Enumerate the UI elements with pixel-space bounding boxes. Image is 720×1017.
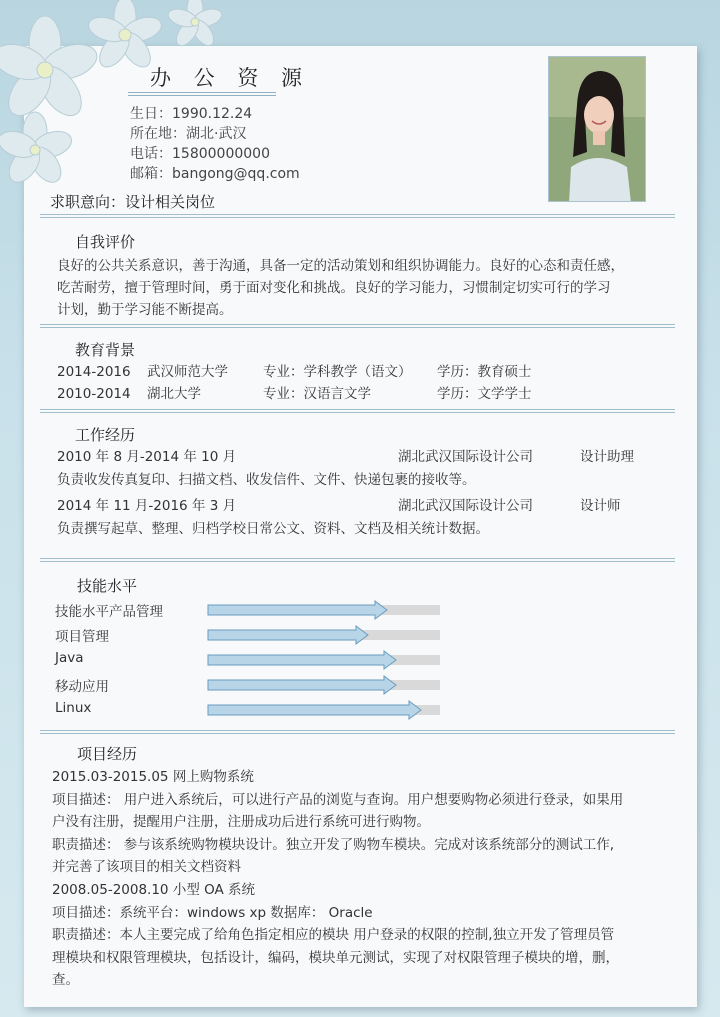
- skill-label: Linux: [55, 700, 92, 716]
- work-role: 设计师: [580, 498, 621, 514]
- skill-arrow-icon: [208, 676, 396, 694]
- project-line: 理模块和权限管理模块，包括设计，编码，模块单元测试，实现了对权限管理子模块的增，删，: [52, 949, 619, 966]
- self-eval-line: 良好的公共关系意识，善于沟通，具备一定的活动策划和组织协调能力。良好的心态和责任感，: [57, 258, 624, 274]
- email: 邮箱：bangong@qq.com: [130, 166, 300, 182]
- work-period: 2010 年 8 月-2014 年 10 月: [57, 449, 237, 465]
- skill-label: 移动应用: [55, 679, 109, 695]
- skill-arrow-icon: [208, 651, 396, 669]
- skill-label: 技能水平产品管理: [55, 604, 163, 620]
- birth-date: 生日：1990.12.24: [130, 106, 253, 122]
- location: 所在地：湖北·武汉: [130, 126, 247, 142]
- section-divider: [40, 324, 675, 328]
- skills-title: 技能水平: [77, 577, 138, 595]
- skill-level-bar: [208, 651, 440, 669]
- skill-arrow-icon: [208, 701, 421, 719]
- section-divider: [40, 409, 675, 413]
- skill-level-bar: [208, 701, 440, 719]
- skill-level-bar: [208, 676, 440, 694]
- project-line: 项目描述： 用户进入系统后，可以进行产品的浏览与查询。用户想要购物必须进行登录，如果用: [52, 791, 624, 808]
- projects-title: 项目经历: [77, 745, 138, 763]
- section-divider: [40, 558, 675, 562]
- edu-school: 武汉师范大学: [147, 364, 228, 380]
- edu-period: 2010-2014: [57, 386, 131, 402]
- edu-school: 湖北大学: [147, 386, 201, 402]
- section-divider: [40, 730, 675, 734]
- job-intent: 求职意向：设计相关岗位: [50, 193, 216, 211]
- edu-major: 专业：学科教学（语文）: [263, 364, 412, 380]
- skill-arrow-icon: [208, 626, 368, 644]
- education-title: 教育背景: [75, 341, 136, 359]
- project-line: 2008.05-2008.10 小型 OA 系统: [52, 882, 256, 898]
- skill-level-bar: [208, 601, 440, 619]
- project-line: 户没有注册，提醒用户注册，注册成功后进行系统可进行购物。: [52, 814, 430, 831]
- work-company: 湖北武汉国际设计公司: [398, 449, 533, 465]
- skill-arrow-icon: [208, 601, 387, 619]
- section-divider: [40, 214, 675, 218]
- project-line: 职责描述：本人主要完成了给角色指定相应的模块 用户登录的权限的控制,独立开发了管理员管: [52, 927, 615, 944]
- self-eval-line: 计划，勤于学习能不断提高。: [57, 302, 233, 318]
- skill-label: 项目管理: [55, 629, 109, 645]
- name-divider: [128, 92, 276, 96]
- skill-level-bar: [208, 626, 440, 644]
- project-line: 并完善了该项目的相关文档资料: [52, 859, 241, 876]
- project-line: 查。: [52, 972, 79, 989]
- work-desc: 负责撰写起草、整理、归档学校日常公文、资料、文档及相关统计数据。: [57, 521, 489, 537]
- work-role: 设计助理: [580, 449, 634, 465]
- edu-degree: 学历：文学学士: [437, 386, 532, 402]
- edu-major: 专业：汉语言文学: [263, 386, 371, 402]
- self-eval-title: 自我评价: [75, 233, 136, 251]
- project-line: 2015.03-2015.05 网上购物系统: [52, 769, 254, 785]
- resume-name: 办 公 资 源: [150, 66, 311, 90]
- edu-degree: 学历：教育硕士: [437, 364, 532, 380]
- work-period: 2014 年 11 月-2016 年 3 月: [57, 498, 237, 514]
- self-eval-line: 吃苦耐劳，擅于管理时间，勇于面对变化和挑战。良好的学习能力，习惯制定切实可行的学习: [57, 280, 611, 296]
- edu-period: 2014-2016: [57, 364, 131, 380]
- project-line: 项目描述：系统平台：windows xp 数据库： Oracle: [52, 904, 373, 921]
- work-title: 工作经历: [75, 426, 136, 444]
- work-company: 湖北武汉国际设计公司: [398, 498, 533, 514]
- phone: 电话：15800000000: [130, 146, 270, 162]
- work-desc: 负责收发传真复印、扫描文档、收发信件、文件、快递包裹的接收等。: [57, 472, 476, 488]
- profile-photo: [548, 56, 646, 202]
- skill-label: Java: [55, 650, 84, 666]
- project-line: 职责描述： 参与该系统购物模块设计。独立开发了购物车模块。完成对该系统部分的测试工作,: [52, 836, 615, 853]
